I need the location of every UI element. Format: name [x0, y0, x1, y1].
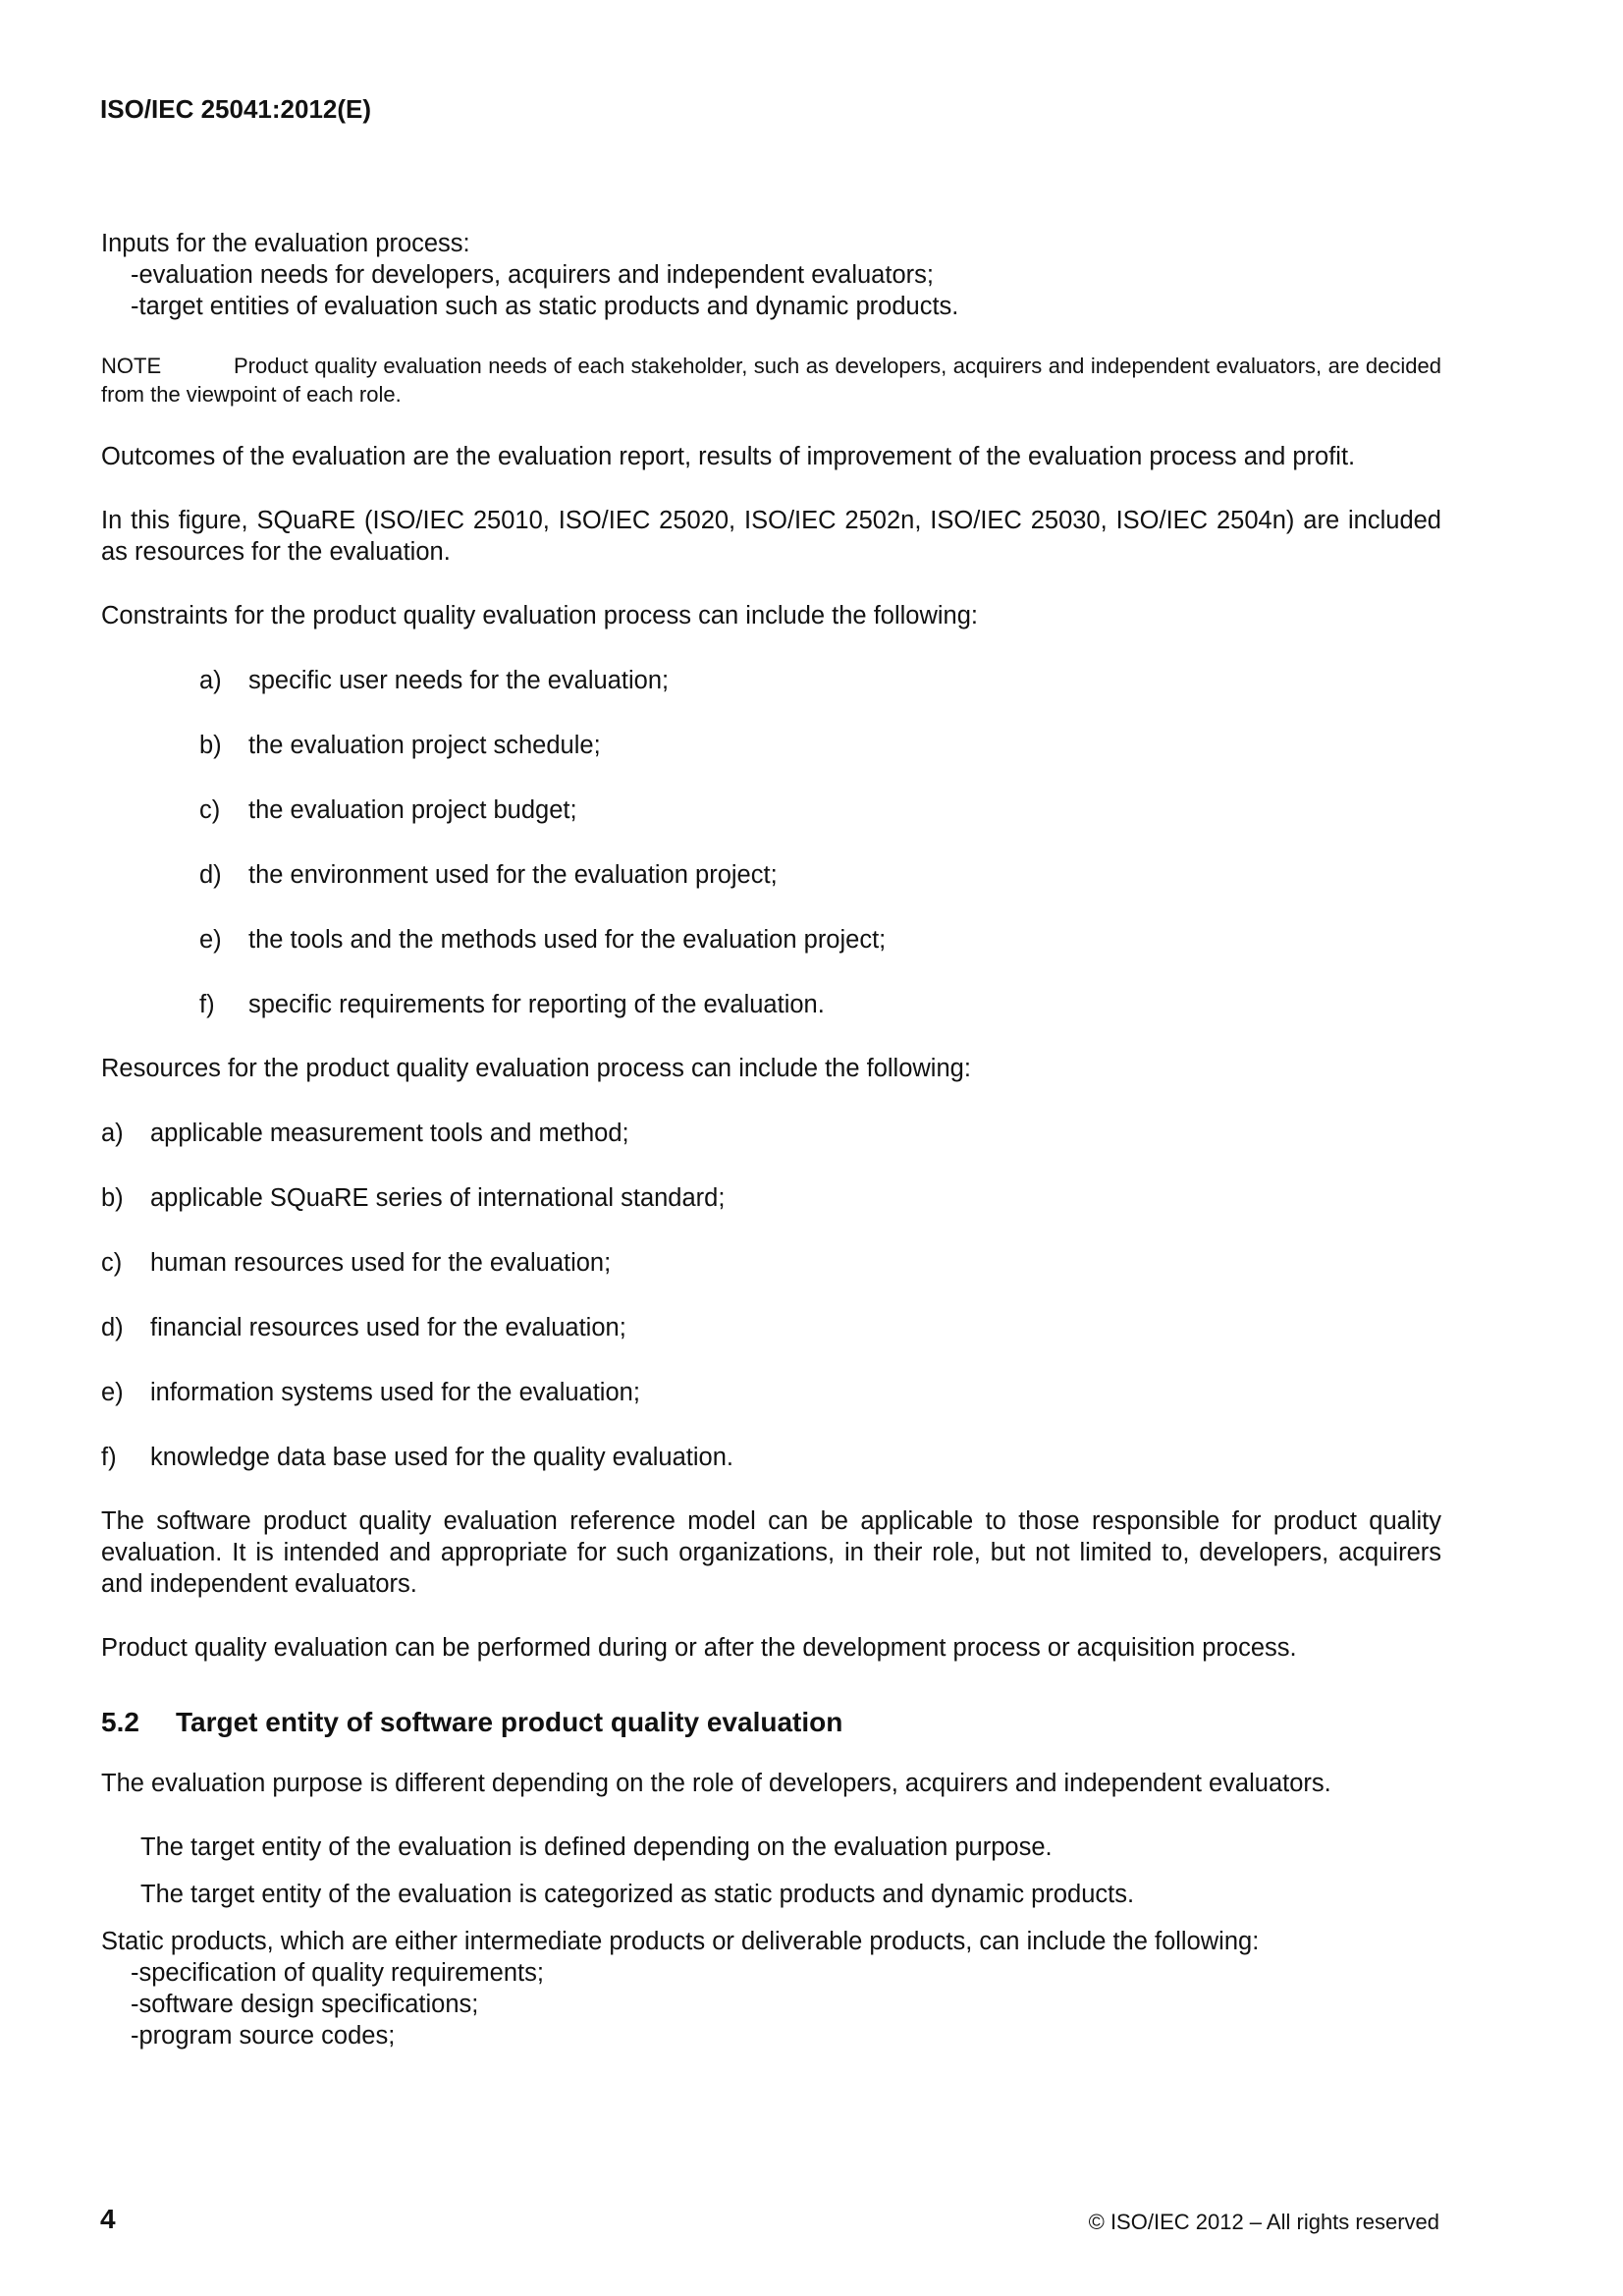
- section-heading: [101, 1707, 1441, 1738]
- static-products-line: -program source codes;: [131, 2022, 396, 2050]
- list-marker: c): [101, 1249, 123, 1277]
- list-item: [101, 1377, 1441, 1408]
- outcomes-paragraph: Outcomes of the evaluation are the evaluation report, results of improvement of the evaluation process and profit.: [101, 443, 1356, 470]
- list-marker: a): [199, 667, 222, 694]
- list-item: [101, 1247, 1441, 1279]
- purpose-paragraph: The evaluation purpose is different depending on the role of developers, acquirers and independent evaluators.: [101, 1770, 1331, 1797]
- inputs-block: [101, 228, 1441, 322]
- note-text: Product quality evaluation needs of each stakeholder, such as developers, acquirers and independent evaluators, are decided from the viewpoint of each role.: [101, 354, 1441, 407]
- list-marker: d): [101, 1314, 124, 1341]
- inputs-intro: Inputs for the evaluation process:: [101, 230, 470, 257]
- note: [101, 352, 1441, 409]
- list-text: financial resources used for the evaluation;: [150, 1314, 626, 1341]
- reference-model-paragraph: The software product quality evaluation reference model can be applicable to those responsible for product quality evaluation. It is intended and appropriate for such organizations, in their role, but not limited to, developers, acquirers and independent evaluators.: [101, 1507, 1441, 1598]
- inputs-line: -evaluation needs for developers, acquirers and independent evaluators;: [131, 261, 934, 289]
- list-item: [199, 730, 1441, 761]
- list-text: knowledge data base used for the quality evaluation.: [150, 1444, 733, 1471]
- list-item: [199, 924, 1441, 956]
- static-products-line: -specification of quality requirements;: [131, 1959, 544, 1987]
- list-marker: e): [199, 926, 222, 954]
- page-number: 4: [100, 2204, 116, 2234]
- section-number: 5.2: [101, 1707, 139, 1737]
- static-products-intro: Static products, which are either intermediate products or deliverable products, can include the following:: [101, 1928, 1260, 1955]
- list-text: the evaluation project schedule;: [248, 732, 601, 759]
- list-marker: a): [101, 1120, 124, 1147]
- resources-intro: Resources for the product quality evaluation process can include the following:: [101, 1055, 971, 1082]
- page-body: [101, 228, 1441, 2051]
- list-marker: c): [199, 796, 221, 824]
- static-products-block: [101, 1926, 1441, 2051]
- list-marker: b): [199, 732, 222, 759]
- list-item: [101, 1442, 1441, 1473]
- list-text: information systems used for the evaluation;: [150, 1379, 640, 1406]
- list-marker: f): [101, 1444, 117, 1471]
- list-marker: f): [199, 991, 215, 1018]
- list-text: human resources used for the evaluation;: [150, 1249, 612, 1277]
- list-text: the evaluation project budget;: [248, 796, 577, 824]
- constraints-list: [101, 665, 1441, 1020]
- list-text: applicable SQuaRE series of international standard;: [150, 1184, 726, 1212]
- list-text: specific user needs for the evaluation;: [248, 667, 670, 694]
- timing-paragraph: Product quality evaluation can be performed during or after the development process or acquisition process.: [101, 1634, 1297, 1662]
- resources-list: [101, 1118, 1441, 1473]
- list-item: [199, 794, 1441, 826]
- document-header: ISO/IEC 25041:2012(E): [100, 94, 372, 124]
- list-marker: e): [101, 1379, 124, 1406]
- list-item: [199, 859, 1441, 891]
- section-title: Target entity of software product quality evaluation: [176, 1707, 843, 1737]
- constraints-intro: Constraints for the product quality evaluation process can include the following:: [101, 602, 979, 629]
- list-text: specific requirements for reporting of the evaluation.: [248, 991, 825, 1018]
- list-item: [101, 1312, 1441, 1343]
- list-text: the environment used for the evaluation project;: [248, 861, 778, 889]
- target-defined-paragraph: The target entity of the evaluation is defined depending on the evaluation purpose.: [140, 1833, 1053, 1861]
- inputs-line: -target entities of evaluation such as static products and dynamic products.: [131, 293, 959, 320]
- note-label: NOTE: [101, 354, 162, 378]
- list-marker: b): [101, 1184, 124, 1212]
- target-categorized-paragraph: The target entity of the evaluation is categorized as static products and dynamic products.: [140, 1881, 1135, 1908]
- square-paragraph: In this figure, SQuaRE (ISO/IEC 25010, ISO/IEC 25020, ISO/IEC 2502n, ISO/IEC 25030, ISO/IEC 2504n) are included as resources for the evaluation.: [101, 507, 1441, 566]
- list-text: applicable measurement tools and method;: [150, 1120, 629, 1147]
- static-products-line: -software design specifications;: [131, 1991, 479, 2018]
- list-text: the tools and the methods used for the evaluation project;: [248, 926, 887, 954]
- list-item: [101, 1182, 1441, 1214]
- list-item: [101, 1118, 1441, 1149]
- list-item: [199, 665, 1441, 696]
- list-item: [199, 989, 1441, 1020]
- copyright-notice: © ISO/IEC 2012 – All rights reserved: [1088, 2210, 1439, 2234]
- list-marker: d): [199, 861, 222, 889]
